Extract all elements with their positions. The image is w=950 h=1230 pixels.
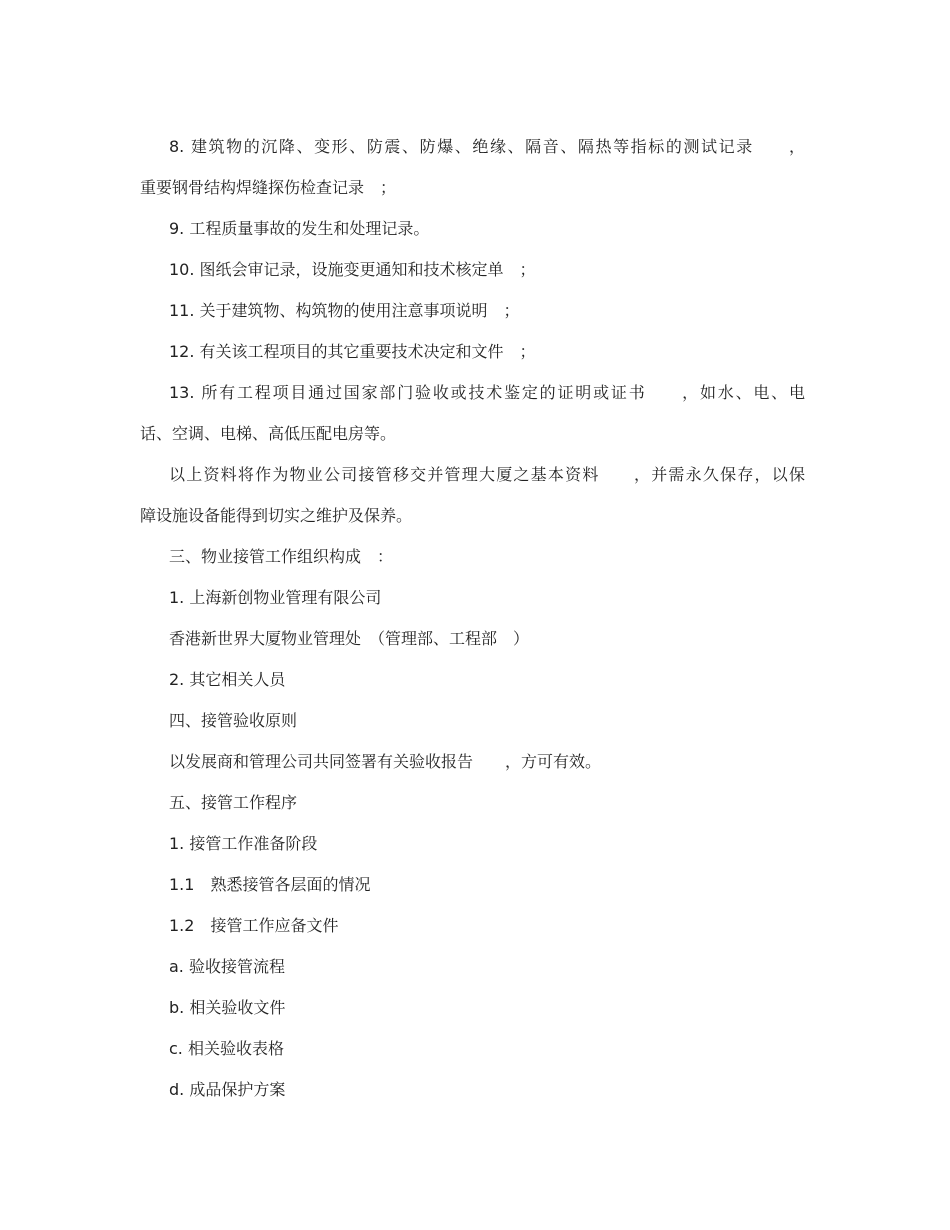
section-heading-4: 四、接管验收原则: [169, 711, 298, 730]
org-item-1: 1. 上海新创物业管理有限公司: [169, 588, 382, 607]
section-heading-3: 三、物业接管工作组织构成 ：: [169, 547, 394, 566]
principle-text: 以发展商和管理公司共同签署有关验收报告 ，方可有效。: [169, 752, 602, 771]
paragraph-8: 8. 建筑物的沉降、变形、防震、防爆、绝缘、隔音、隔热等指标的测试记录 ，: [169, 137, 805, 156]
document-list-item-c: c. 相关验收表格: [169, 1039, 284, 1058]
paragraph-12: 12. 有关该工程项目的其它重要技术决定和文件 ；: [169, 342, 536, 361]
procedure-item-1: 1. 接管工作准备阶段: [169, 834, 318, 853]
document-list-item-a: a. 验收接管流程: [169, 957, 285, 976]
paragraph-10: 10. 图纸会审记录，设施变更通知和技术核定单 ；: [169, 260, 536, 279]
paragraph-summary-continued: 障设施设备能得到切实之维护及保养。: [140, 506, 413, 525]
org-item-2: 2. 其它相关人员: [169, 670, 286, 689]
procedure-item-1-2: 1.2 接管工作应备文件: [169, 916, 339, 935]
document-body: [140, 126, 805, 1110]
document-list-item-b: b. 相关验收文件: [169, 998, 286, 1017]
paragraph-11: 11. 关于建筑物、构筑物的使用注意事项说明 ；: [169, 301, 520, 320]
paragraph-13-continued: 话、空调、电梯、高低压配电房等。: [140, 424, 397, 443]
paragraph-13: 13. 所有工程项目通过国家部门验收或技术鉴定的证明或证书 ，如水、电、电: [169, 383, 805, 402]
paragraph-9: 9. 工程质量事故的发生和处理记录。: [169, 219, 430, 238]
document-list-item-d: d. 成品保护方案: [169, 1080, 286, 1099]
paragraph-summary: 以上资料将作为物业公司接管移交并管理大厦之基本资料 ，并需永久保存，以保: [169, 465, 805, 484]
section-heading-5: 五、接管工作程序: [169, 793, 298, 812]
paragraph-8-continued: 重要钢骨结构焊缝探伤检查记录 ；: [140, 178, 397, 197]
procedure-item-1-1: 1.1 熟悉接管各层面的情况: [169, 875, 371, 894]
org-item-1-detail: 香港新世界大厦物业管理处 （管理部、工程部 ）: [169, 629, 530, 648]
